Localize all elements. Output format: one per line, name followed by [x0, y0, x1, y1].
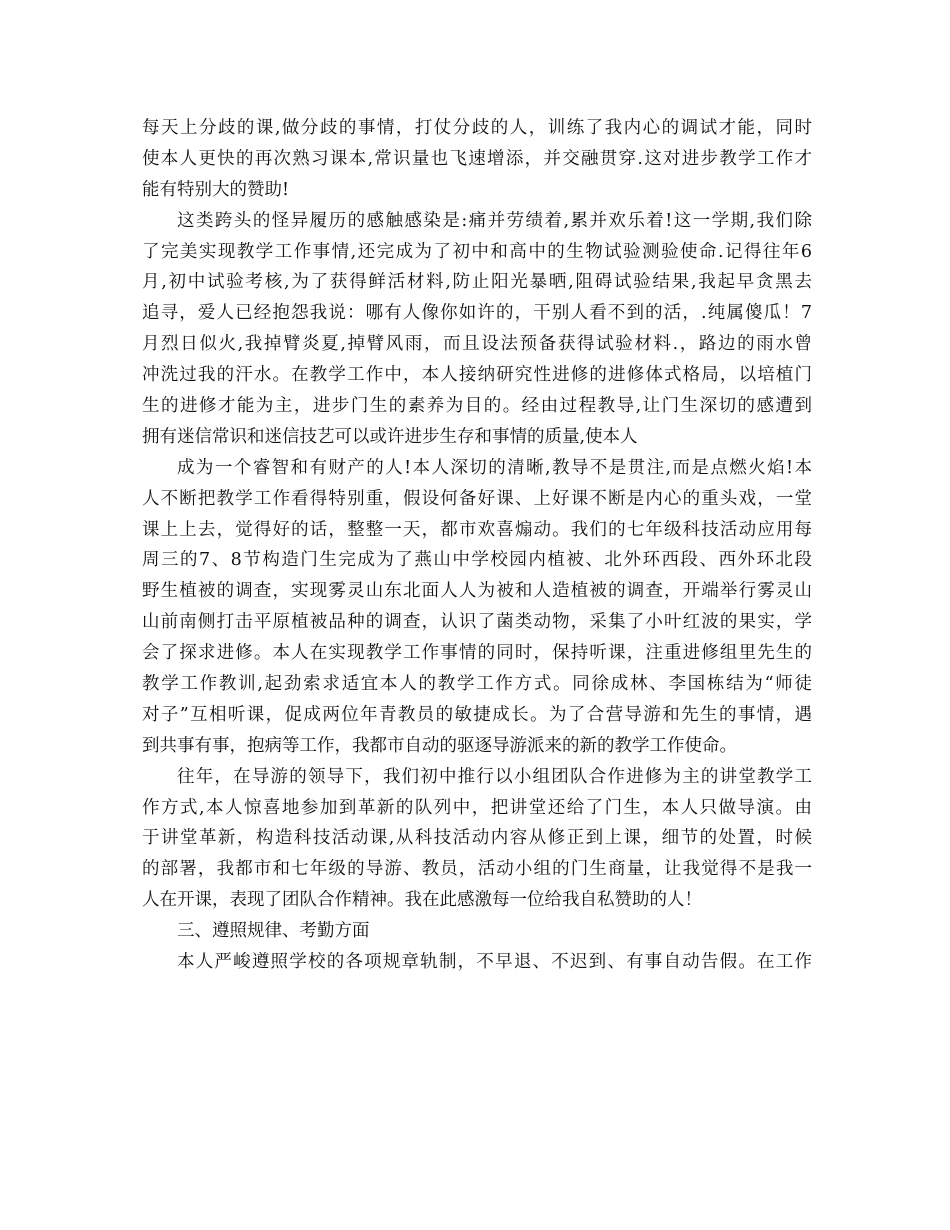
text-line: 月烈日似火,我掉臂炎夏,掉臂风雨，而且设法预备获得试验材料.，路边的雨水曾: [142, 334, 812, 355]
text-line: 每天上分歧的课,做分歧的事情，打仗分歧的人，训练了我内心的调试才能，同时: [142, 118, 812, 138]
text-line: 会了探求进修。本人在实现教学工作事情的同时，保持听课，注重进修组里先生的: [142, 643, 812, 664]
text-line: 本人严峻遵照学校的各项规章轨制，不早退、不迟到、有事自动告假。在工作: [177, 952, 812, 973]
text-line: 周三的7、8节构造门生完成为了燕山中学校园内植被、北外环西段、西外环北段: [142, 550, 812, 571]
text-line: 于讲堂革新，构造科技活动课,从科技活动内容从修正到上课，细节的处置，时候: [142, 828, 812, 849]
text-line: 对子”互相听课，促成两位年青教员的敏捷成长。为了合营导游和先生的事情，遇: [142, 704, 812, 725]
text-line: 追寻，爱人已经抱怨我说：哪有人像你如许的，干别人看不到的活，.纯属傻瓜！7: [142, 303, 812, 324]
text-line: 教学工作教训,起劲索求适宜本人的教学工作方式。同徐成林、李国栋结为“师徒: [142, 674, 812, 695]
text-line: 冲洗过我的汗水。在教学工作中，本人接纳研究性进修的进修体式格局，以培植门: [142, 365, 812, 386]
document-body: [142, 113, 812, 978]
text-line: 成为一个睿智和有财产的人!本人深切的清晰,教导不是贯注,而是点燃火焰!本: [177, 457, 812, 478]
text-line: 作方式,本人惊喜地参加到革新的队列中，把讲堂还给了门生，本人只做导演。由: [142, 797, 812, 818]
text-line: 月,初中试验考核,为了获得鲜活材料,防止阳光暴晒,阻碍试验结果,我起早贪黑去: [142, 272, 812, 293]
text-line: 课上上去，觉得好的话，整整一天，都市欢喜煽动。我们的七年级科技活动应用每: [142, 519, 812, 540]
text-line: 的部署，我都市和七年级的导游、教员，活动小组的门生商量，让我觉得不是我一: [142, 859, 812, 880]
text-line: 野生植被的调查，实现雾灵山东北面人人为被和人造植被的调查，开端举行雾灵山: [142, 581, 812, 602]
text-line: 到共事有事，抱病等工作，我都市自动的驱逐导游派来的新的教学工作使命。: [142, 735, 737, 756]
text-line: 往年，在导游的领导下，我们初中推行以小组团队合作进修为主的讲堂教学工: [177, 766, 812, 787]
text-line: 人在开课，表现了团队合作精神。我在此感激每一位给我自私赞助的人！: [142, 890, 702, 911]
text-line: 了完美实现教学工作事情,还完成为了初中和高中的生物试验测验使命.记得往年6: [142, 241, 812, 262]
text-line: 使本人更快的再次熟习课本,常识量也飞速增添，并交融贯穿.这对进步教学工作才: [142, 148, 812, 169]
paragraph-text: [142, 113, 812, 978]
text-line: 生的进修才能为主，进步门生的素养为目的。经由过程教导,让门生深切的感遭到: [142, 396, 812, 417]
text-line: 山前南侧打击平原植被品种的调查，认识了菌类动物，采集了小叶红波的果实，学: [142, 612, 812, 633]
text-line: 人不断把教学工作看得特别重，假设何备好课、上好课不断是内心的重头戏，一堂: [142, 488, 812, 509]
text-line: 这类跨头的怪异履历的感触感染是:痛并劳绩着,累并欢乐着!这一学期,我们除: [177, 210, 812, 231]
text-line: 三、遵照规律、考勤方面: [177, 921, 370, 942]
text-line: 能有特别大的赞助!: [142, 179, 290, 200]
text-line: 拥有迷信常识和迷信技艺可以或许进步生存和事情的质量,使本人: [142, 426, 638, 447]
